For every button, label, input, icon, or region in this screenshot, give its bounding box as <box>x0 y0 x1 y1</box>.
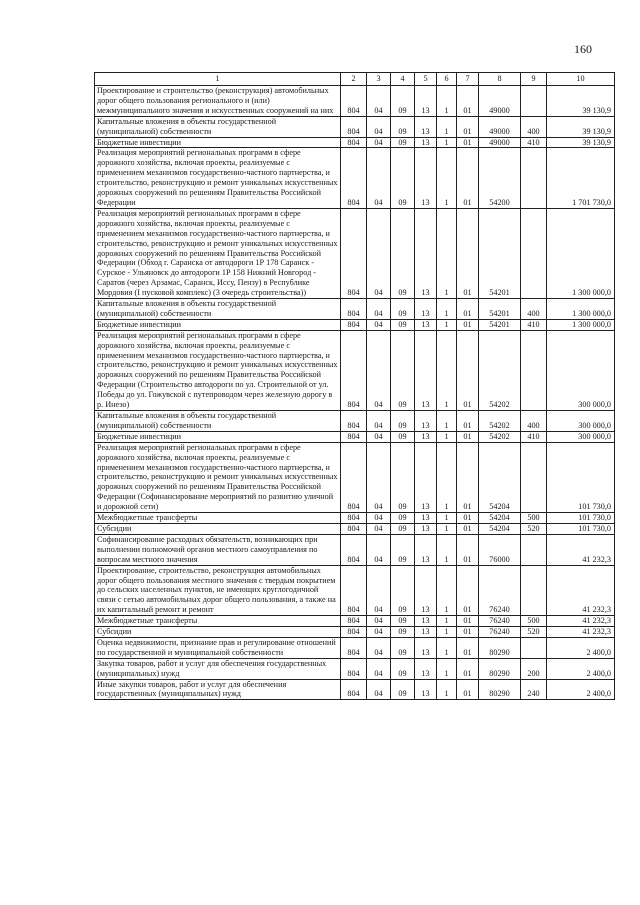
program-code: 13 <box>415 513 437 524</box>
subprogram-code: 1 <box>437 86 457 117</box>
event-code: 01 <box>457 637 479 658</box>
program-code: 13 <box>415 442 437 512</box>
table-row <box>95 208 615 298</box>
table-row <box>95 431 615 442</box>
row-description: Капитальные вложения в объекты государственной (муниципальной) собственности <box>95 299 341 320</box>
event-code: 01 <box>457 137 479 148</box>
program-code: 13 <box>415 148 437 208</box>
expense-type-code <box>521 534 547 565</box>
direction-code: 54200 <box>479 148 521 208</box>
row-description: Реализация мероприятий региональных программ в сфере дорожного хозяйства, включая проекты, реализуемые с применением механизмов государственно-частного партнерства, и строительство, реконструкцию и ремонт уникальных искусственных дорожных сооружений по решениям Правительства Российской Федерации <box>95 148 341 208</box>
subsection-code: 09 <box>391 116 415 137</box>
row-description: Капитальные вложения в объекты государственной (муниципальной) собственности <box>95 116 341 137</box>
subsection-code: 09 <box>391 330 415 410</box>
subsection-code: 09 <box>391 208 415 298</box>
subsection-code: 09 <box>391 319 415 330</box>
subsection-code: 09 <box>391 534 415 565</box>
expense-type-code <box>521 442 547 512</box>
subsection-code: 09 <box>391 137 415 148</box>
ministry-code: 804 <box>341 116 367 137</box>
row-description: Софинансирование расходных обязательств, возникающих при выполнении полномочий органов местного самоуправления по вопросам местного значения <box>95 534 341 565</box>
row-description: Субсидии <box>95 523 341 534</box>
event-code: 01 <box>457 319 479 330</box>
event-code: 01 <box>457 627 479 638</box>
row-description: Оценка недвижимости, признание прав и регулирование отношений по государственной и муниципальной собственности <box>95 637 341 658</box>
section-code: 04 <box>367 637 391 658</box>
event-code: 01 <box>457 442 479 512</box>
subprogram-code: 1 <box>437 658 457 679</box>
section-code: 04 <box>367 330 391 410</box>
table-row <box>95 330 615 410</box>
expense-type-code <box>521 637 547 658</box>
subprogram-code: 1 <box>437 565 457 616</box>
column-header: 10 <box>547 73 615 86</box>
amount: 300 000,0 <box>547 431 615 442</box>
section-code: 04 <box>367 116 391 137</box>
section-code: 04 <box>367 679 391 700</box>
ministry-code: 804 <box>341 637 367 658</box>
subprogram-code: 1 <box>437 679 457 700</box>
page-number: 160 <box>574 42 592 56</box>
direction-code: 80290 <box>479 637 521 658</box>
subprogram-code: 1 <box>437 330 457 410</box>
event-code: 01 <box>457 658 479 679</box>
subsection-code: 09 <box>391 565 415 616</box>
subsection-code: 09 <box>391 513 415 524</box>
event-code: 01 <box>457 330 479 410</box>
event-code: 01 <box>457 411 479 432</box>
ministry-code: 804 <box>341 523 367 534</box>
expense-type-code <box>521 86 547 117</box>
event-code: 01 <box>457 208 479 298</box>
row-description: Бюджетные инвестиции <box>95 319 341 330</box>
column-header: 4 <box>391 73 415 86</box>
section-code: 04 <box>367 513 391 524</box>
amount: 41 232,3 <box>547 565 615 616</box>
subprogram-code: 1 <box>437 411 457 432</box>
row-description: Межбюджетные трансферты <box>95 513 341 524</box>
expense-type-code: 200 <box>521 658 547 679</box>
table-row <box>95 565 615 616</box>
section-code: 04 <box>367 627 391 638</box>
section-code: 04 <box>367 616 391 627</box>
ministry-code: 804 <box>341 411 367 432</box>
ministry-code: 804 <box>341 319 367 330</box>
column-header: 5 <box>415 73 437 86</box>
section-code: 04 <box>367 534 391 565</box>
subprogram-code: 1 <box>437 442 457 512</box>
table-row <box>95 679 615 700</box>
expense-type-code <box>521 565 547 616</box>
amount: 39 130,9 <box>547 86 615 117</box>
expense-type-code: 240 <box>521 679 547 700</box>
budget-table <box>94 72 615 700</box>
ministry-code: 804 <box>341 513 367 524</box>
event-code: 01 <box>457 431 479 442</box>
row-description: Межбюджетные трансферты <box>95 616 341 627</box>
ministry-code: 804 <box>341 299 367 320</box>
column-header: 6 <box>437 73 457 86</box>
subsection-code: 09 <box>391 431 415 442</box>
row-description: Реализация мероприятий региональных программ в сфере дорожного хозяйства, включая проекты, реализуемые с применением механизмов государственно-частного партнерства, и строительство, реконструкцию и ремонт уникальных искусственных дорожных сооружений по решениям Правительства Российской Федерации (Обход г. Саранска от автодороги 1Р 178 Саранск - Сурское - Ульяновск до автодороги 1Р 158 Нижний Новгород - Саратов (через Арзамас, Саранск, Исcу, Пензу) в Республике Мордовия (I пусковой комплекс) (3 очередь строительства)) <box>95 208 341 298</box>
subprogram-code: 1 <box>437 319 457 330</box>
subsection-code: 09 <box>391 442 415 512</box>
row-description: Капитальные вложения в объекты государственной (муниципальной) собственности <box>95 411 341 432</box>
subprogram-code: 1 <box>437 627 457 638</box>
row-description: Проектирование и строительство (реконструкция) автомобильных дорог общего пользования регионального и (или) межмуниципального значения и искусственных сооружений на них <box>95 86 341 117</box>
amount: 300 000,0 <box>547 411 615 432</box>
section-code: 04 <box>367 148 391 208</box>
subprogram-code: 1 <box>437 148 457 208</box>
program-code: 13 <box>415 523 437 534</box>
subprogram-code: 1 <box>437 431 457 442</box>
section-code: 04 <box>367 86 391 117</box>
section-code: 04 <box>367 208 391 298</box>
direction-code: 54204 <box>479 513 521 524</box>
event-code: 01 <box>457 565 479 616</box>
amount: 1 300 000,0 <box>547 299 615 320</box>
amount: 39 130,9 <box>547 137 615 148</box>
program-code: 13 <box>415 208 437 298</box>
ministry-code: 804 <box>341 208 367 298</box>
table-row <box>95 319 615 330</box>
amount: 300 000,0 <box>547 330 615 410</box>
subsection-code: 09 <box>391 86 415 117</box>
ministry-code: 804 <box>341 565 367 616</box>
table-row <box>95 534 615 565</box>
event-code: 01 <box>457 299 479 320</box>
direction-code: 54201 <box>479 299 521 320</box>
program-code: 13 <box>415 86 437 117</box>
section-code: 04 <box>367 431 391 442</box>
program-code: 13 <box>415 637 437 658</box>
section-code: 04 <box>367 319 391 330</box>
section-code: 04 <box>367 523 391 534</box>
table-row <box>95 137 615 148</box>
direction-code: 80290 <box>479 679 521 700</box>
subsection-code: 09 <box>391 679 415 700</box>
expense-type-code: 400 <box>521 299 547 320</box>
program-code: 13 <box>415 679 437 700</box>
amount: 1 701 730,0 <box>547 148 615 208</box>
direction-code: 76240 <box>479 565 521 616</box>
expense-type-code: 520 <box>521 627 547 638</box>
subprogram-code: 1 <box>437 137 457 148</box>
table-row <box>95 442 615 512</box>
expense-type-code <box>521 148 547 208</box>
expense-type-code: 410 <box>521 319 547 330</box>
amount: 2 400,0 <box>547 637 615 658</box>
subprogram-code: 1 <box>437 637 457 658</box>
subsection-code: 09 <box>391 299 415 320</box>
event-code: 01 <box>457 616 479 627</box>
event-code: 01 <box>457 116 479 137</box>
subsection-code: 09 <box>391 616 415 627</box>
direction-code: 54204 <box>479 442 521 512</box>
amount: 1 300 000,0 <box>547 319 615 330</box>
table-row <box>95 513 615 524</box>
row-description: Бюджетные инвестиции <box>95 137 341 148</box>
amount: 101 730,0 <box>547 442 615 512</box>
program-code: 13 <box>415 411 437 432</box>
table-row <box>95 86 615 117</box>
column-header: 8 <box>479 73 521 86</box>
amount: 1 300 000,0 <box>547 208 615 298</box>
expense-type-code: 520 <box>521 523 547 534</box>
section-code: 04 <box>367 565 391 616</box>
row-description: Бюджетные инвестиции <box>95 431 341 442</box>
ministry-code: 804 <box>341 679 367 700</box>
table-row <box>95 411 615 432</box>
section-code: 04 <box>367 137 391 148</box>
direction-code: 80290 <box>479 658 521 679</box>
subsection-code: 09 <box>391 411 415 432</box>
direction-code: 54202 <box>479 431 521 442</box>
amount: 2 400,0 <box>547 679 615 700</box>
program-code: 13 <box>415 431 437 442</box>
ministry-code: 804 <box>341 627 367 638</box>
ministry-code: 804 <box>341 658 367 679</box>
amount: 41 232,3 <box>547 627 615 638</box>
section-code: 04 <box>367 658 391 679</box>
ministry-code: 804 <box>341 86 367 117</box>
table-row <box>95 299 615 320</box>
table-row <box>95 116 615 137</box>
amount: 41 232,3 <box>547 616 615 627</box>
section-code: 04 <box>367 299 391 320</box>
program-code: 13 <box>415 116 437 137</box>
expense-type-code <box>521 330 547 410</box>
row-description: Иные закупки товаров, работ и услуг для обеспечения государственных (муниципальных) нужд <box>95 679 341 700</box>
expense-type-code: 500 <box>521 616 547 627</box>
direction-code: 49000 <box>479 86 521 117</box>
event-code: 01 <box>457 86 479 117</box>
table-row <box>95 658 615 679</box>
amount: 101 730,0 <box>547 513 615 524</box>
event-code: 01 <box>457 534 479 565</box>
program-code: 13 <box>415 658 437 679</box>
expense-type-code: 410 <box>521 431 547 442</box>
ministry-code: 804 <box>341 616 367 627</box>
expense-type-code: 400 <box>521 411 547 432</box>
table-body <box>95 73 615 700</box>
amount: 2 400,0 <box>547 658 615 679</box>
subprogram-code: 1 <box>437 208 457 298</box>
section-code: 04 <box>367 411 391 432</box>
row-description: Проектирование, строительство, реконструкция автомобильных дорог общего пользования местного значения с твердым покрытием до сельских населенных пунктов, не имеющих круглогодичной связи с сетью автомобильных дорог общего пользования, а также на их капитальный ремонт и ремонт <box>95 565 341 616</box>
direction-code: 49000 <box>479 137 521 148</box>
subprogram-code: 1 <box>437 534 457 565</box>
column-header: 2 <box>341 73 367 86</box>
ministry-code: 804 <box>341 431 367 442</box>
amount: 41 232,3 <box>547 534 615 565</box>
ministry-code: 804 <box>341 442 367 512</box>
column-header: 9 <box>521 73 547 86</box>
subprogram-code: 1 <box>437 299 457 320</box>
direction-code: 76240 <box>479 616 521 627</box>
row-description: Реализация мероприятий региональных программ в сфере дорожного хозяйства, включая проекты, реализуемые с применением механизмов государственно-частного партнерства, и строительство, реконструкцию и ремонт уникальных искусственных дорожных сооружений по решениям Правительства Российской Федерации (Софинансирование мероприятий по развитию уличной и дорожной сети) <box>95 442 341 512</box>
program-code: 13 <box>415 330 437 410</box>
table-row <box>95 523 615 534</box>
table-row <box>95 637 615 658</box>
direction-code: 54204 <box>479 523 521 534</box>
row-description: Субсидии <box>95 627 341 638</box>
program-code: 13 <box>415 534 437 565</box>
section-code: 04 <box>367 442 391 512</box>
direction-code: 49000 <box>479 116 521 137</box>
subsection-code: 09 <box>391 658 415 679</box>
column-header: 7 <box>457 73 479 86</box>
expense-type-code <box>521 208 547 298</box>
direction-code: 54201 <box>479 319 521 330</box>
subsection-code: 09 <box>391 627 415 638</box>
event-code: 01 <box>457 679 479 700</box>
program-code: 13 <box>415 616 437 627</box>
event-code: 01 <box>457 148 479 208</box>
program-code: 13 <box>415 565 437 616</box>
ministry-code: 804 <box>341 137 367 148</box>
program-code: 13 <box>415 299 437 320</box>
ministry-code: 804 <box>341 534 367 565</box>
direction-code: 76000 <box>479 534 521 565</box>
header-row <box>95 73 615 86</box>
subprogram-code: 1 <box>437 616 457 627</box>
row-description: Реализация мероприятий региональных программ в сфере дорожного хозяйства, включая проекты, реализуемые с применением механизмов государственно-частного партнерства, и строительство, реконструкцию и ремонт уникальных искусственных дорожных сооружений по решениям Правительства Российской Федерации (Строительство автодороги по ул. Строительной от ул. Победы до ул. Гожувской с путепроводом через железную дорогу в р. Инезо) <box>95 330 341 410</box>
ministry-code: 804 <box>341 330 367 410</box>
column-header: 1 <box>95 73 341 86</box>
expense-type-code: 410 <box>521 137 547 148</box>
ministry-code: 804 <box>341 148 367 208</box>
subsection-code: 09 <box>391 637 415 658</box>
subprogram-code: 1 <box>437 523 457 534</box>
subprogram-code: 1 <box>437 513 457 524</box>
subsection-code: 09 <box>391 523 415 534</box>
expense-type-code: 500 <box>521 513 547 524</box>
program-code: 13 <box>415 137 437 148</box>
table-row <box>95 148 615 208</box>
table-row <box>95 627 615 638</box>
expense-type-code: 400 <box>521 116 547 137</box>
direction-code: 54202 <box>479 411 521 432</box>
event-code: 01 <box>457 513 479 524</box>
amount: 101 730,0 <box>547 523 615 534</box>
column-header: 3 <box>367 73 391 86</box>
direction-code: 54202 <box>479 330 521 410</box>
subsection-code: 09 <box>391 148 415 208</box>
row-description: Закупка товаров, работ и услуг для обеспечения государственных (муниципальных) нужд <box>95 658 341 679</box>
direction-code: 54201 <box>479 208 521 298</box>
program-code: 13 <box>415 627 437 638</box>
amount: 39 130,9 <box>547 116 615 137</box>
direction-code: 76240 <box>479 627 521 638</box>
program-code: 13 <box>415 319 437 330</box>
subprogram-code: 1 <box>437 116 457 137</box>
event-code: 01 <box>457 523 479 534</box>
table-row <box>95 616 615 627</box>
